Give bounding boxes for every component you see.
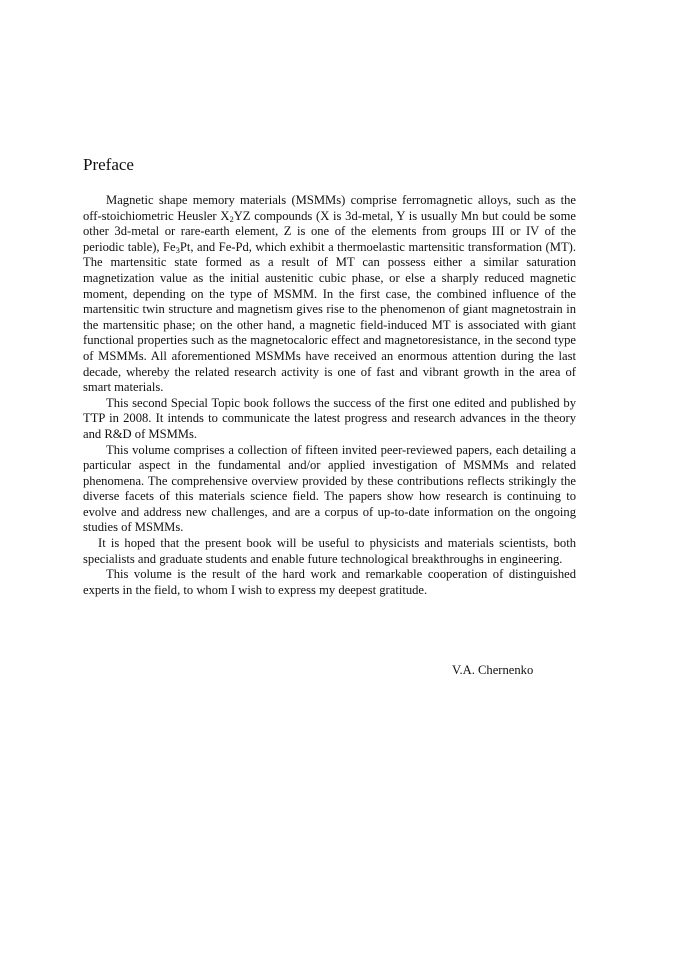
preface-body	[83, 193, 576, 598]
subscript-2: 2	[229, 213, 234, 224]
page-title: Preface	[83, 155, 134, 174]
paragraph-5: This volume is the result of the hard work and remarkable cooperation of distinguished experts in the field, to whom I wish to express my deepest gratitude.	[83, 567, 576, 597]
paragraph-1-part-c: Pt, and Fe-Pd, which exhibit a thermoelastic martensitic transformation (MT). The martensitic state formed as a result of MT can possess either a similar saturation magnetization value as the initial austenitic cubic phase, or else a sharply reduced magnetic moment, depending on the type of MSMM. In the first case, the combined influence of the martensitic twin structure and magnetism gives rise to the phenomenon of giant magnetostrain in the martensitic phase; on the other hand, a magnetic field-induced MT is associated with giant functional properties such as the magnetocaloric effect and magnetoresistance, in the second type of MSMMs. All aforementioned MSMMs have received an enormous attention during the last decade, whereby the related research activity is one of fast and vibrant growth in the area of smart materials.	[83, 239, 576, 395]
subscript-3: 3	[175, 244, 180, 255]
paragraph-2: This second Special Topic book follows the success of the first one edited and published by TTP in 2008. It intends to communicate the latest progress and research advances in the theory and R&D of MSMMs.	[83, 395, 576, 441]
paragraph-1	[83, 193, 576, 396]
author-signature: V.A. Chernenko	[452, 663, 534, 677]
paragraph-1-part-b: YZ compounds (X is 3d-metal, Y is usually Mn but could be some other 3d-metal or rare-earth element, Z is one of the elements from groups III or IV of the periodic table), Fe	[83, 208, 576, 254]
paragraph-3: This volume comprises a collection of fifteen invited peer-reviewed papers, each detailing a particular aspect in the fundamental and/or applied investigation of MSMMs and related phenomena. The comprehensive overview provided by these contributions reflects strikingly the diverse facets of this materials science field. The papers show how research is continuing to evolve and address new challenges, and are a corpus of up-to-date information on the ongoing studies of MSMMs.	[83, 442, 576, 535]
paragraph-1-part-a: Magnetic shape memory materials (MSMMs) comprise ferromagnetic alloys, such as the off-stoichiometric Heusler X	[83, 193, 576, 223]
paragraph-4: It is hoped that the present book will be useful to physicists and materials scientists, both specialists and graduate students and enable future technological breakthroughs in engineering.	[83, 536, 576, 566]
